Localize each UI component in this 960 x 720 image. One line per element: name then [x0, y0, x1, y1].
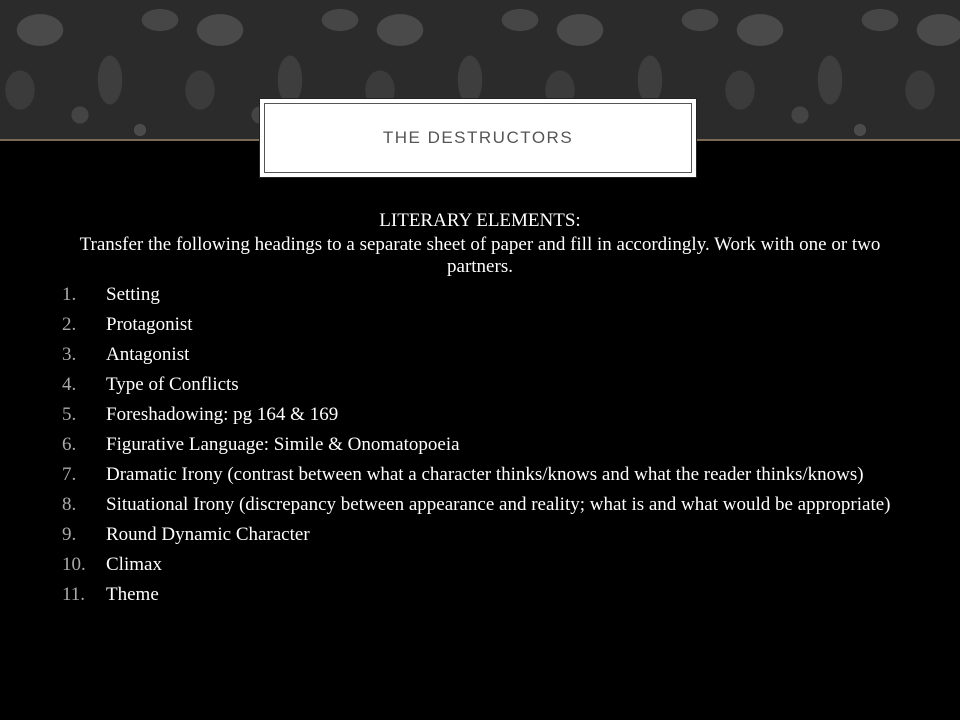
item-number: 6. [62, 434, 77, 455]
item-text: Situational Irony (discrepancy between appearance and reality; what is and what would be appropriate) [106, 494, 891, 515]
item-text: Setting [106, 284, 160, 305]
list-item [62, 464, 898, 486]
list-item [62, 524, 898, 546]
slide-body [62, 210, 898, 614]
item-number: 8. [62, 494, 77, 515]
list-item [62, 584, 898, 606]
slide-title: THE DESTRUCTORS [382, 128, 574, 147]
section-heading: LITERARY ELEMENTS: [379, 210, 581, 231]
item-text: Theme [106, 584, 159, 605]
item-number: 2. [62, 314, 77, 335]
item-text: Climax [106, 554, 162, 575]
list-item [62, 554, 898, 576]
item-text: Protagonist [106, 314, 193, 335]
item-number: 11. [62, 584, 86, 605]
list-item [62, 314, 898, 336]
list-item [62, 374, 898, 396]
item-text: Type of Conflicts [106, 374, 239, 395]
list-item [62, 284, 898, 306]
list-item [62, 404, 898, 426]
item-text: Figurative Language: Simile & Onomatopoeia [106, 434, 460, 455]
item-number: 9. [62, 524, 77, 545]
instructions-text: Transfer the following headings to a separate sheet of paper and fill in accordingly. Work with one or two partners. [79, 234, 881, 277]
item-number: 5. [62, 404, 77, 425]
item-number: 3. [62, 344, 77, 365]
item-text: Dramatic Irony (contrast between what a character thinks/knows and what the reader thinks/knows) [106, 464, 864, 485]
item-text: Foreshadowing: pg 164 & 169 [106, 404, 339, 425]
item-number: 1. [62, 284, 77, 305]
item-number: 10. [62, 554, 86, 575]
item-number: 4. [62, 374, 77, 395]
title-box [259, 98, 697, 178]
list-item [62, 344, 898, 366]
title-frame [264, 103, 692, 173]
elements-list [62, 284, 898, 606]
item-text: Round Dynamic Character [106, 524, 310, 545]
item-text: Antagonist [106, 344, 190, 365]
item-number: 7. [62, 464, 77, 485]
list-item [62, 434, 898, 456]
list-item [62, 494, 898, 516]
